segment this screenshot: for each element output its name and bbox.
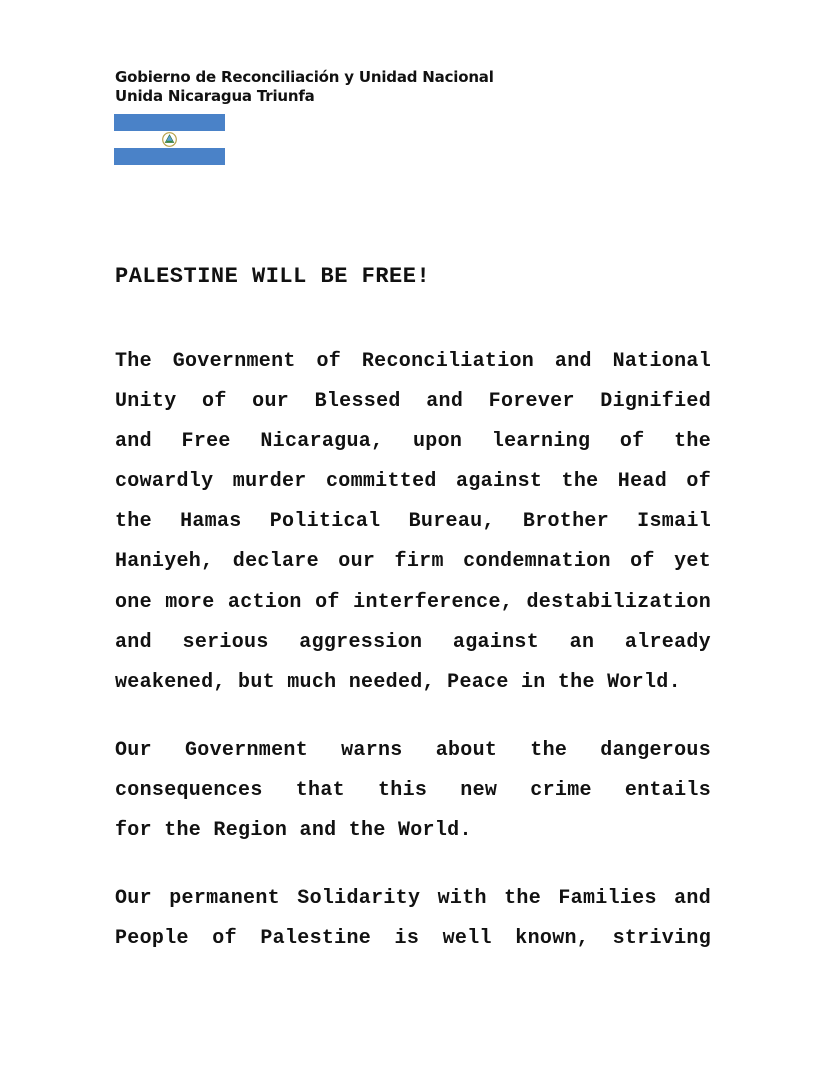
paragraph-solidarity bbox=[115, 879, 711, 959]
letterhead-slogan: Unida Nicaragua Triunfa bbox=[115, 87, 315, 105]
paragraph-warning bbox=[115, 731, 711, 851]
letterhead bbox=[115, 68, 494, 106]
paragraph-line: Unity of our Blessed and Forever Dignified bbox=[115, 390, 711, 414]
paragraph-line: the Hamas Political Bureau, Brother Ismail bbox=[115, 510, 711, 534]
paragraph-line: one more action of interference, destabilization bbox=[115, 590, 711, 614]
flag-stripe-bottom bbox=[114, 148, 225, 165]
paragraph-line: Our permanent Solidarity with the Families and bbox=[115, 887, 711, 910]
paragraph-line: Haniyeh, declare our firm condemnation of yet bbox=[115, 550, 711, 574]
paragraph-line: cowardly murder committed against the Head of bbox=[115, 470, 711, 494]
paragraph-condemnation bbox=[115, 342, 711, 703]
paragraph-line: and serious aggression against an already bbox=[115, 630, 711, 654]
paragraph-line: Our Government warns about the dangerous bbox=[115, 739, 711, 762]
nicaragua-flag-icon bbox=[114, 114, 225, 165]
document-title: PALESTINE WILL BE FREE! bbox=[115, 264, 431, 289]
paragraph-line: weakened, but much needed, Peace in the World. bbox=[115, 670, 681, 694]
paragraph-line: The Government of Reconciliation and National bbox=[115, 350, 711, 373]
coat-of-arms-icon bbox=[161, 131, 178, 148]
paragraph-line: consequences that this new crime entails bbox=[115, 779, 711, 803]
flag-stripe-top bbox=[114, 114, 225, 131]
letterhead-government-name: Gobierno de Reconciliación y Unidad Nacional bbox=[115, 68, 494, 86]
paragraph-line: for the Region and the World. bbox=[115, 819, 472, 843]
paragraph-line: People of Palestine is well known, striving bbox=[115, 927, 711, 951]
paragraph-line: and Free Nicaragua, upon learning of the bbox=[115, 430, 711, 454]
